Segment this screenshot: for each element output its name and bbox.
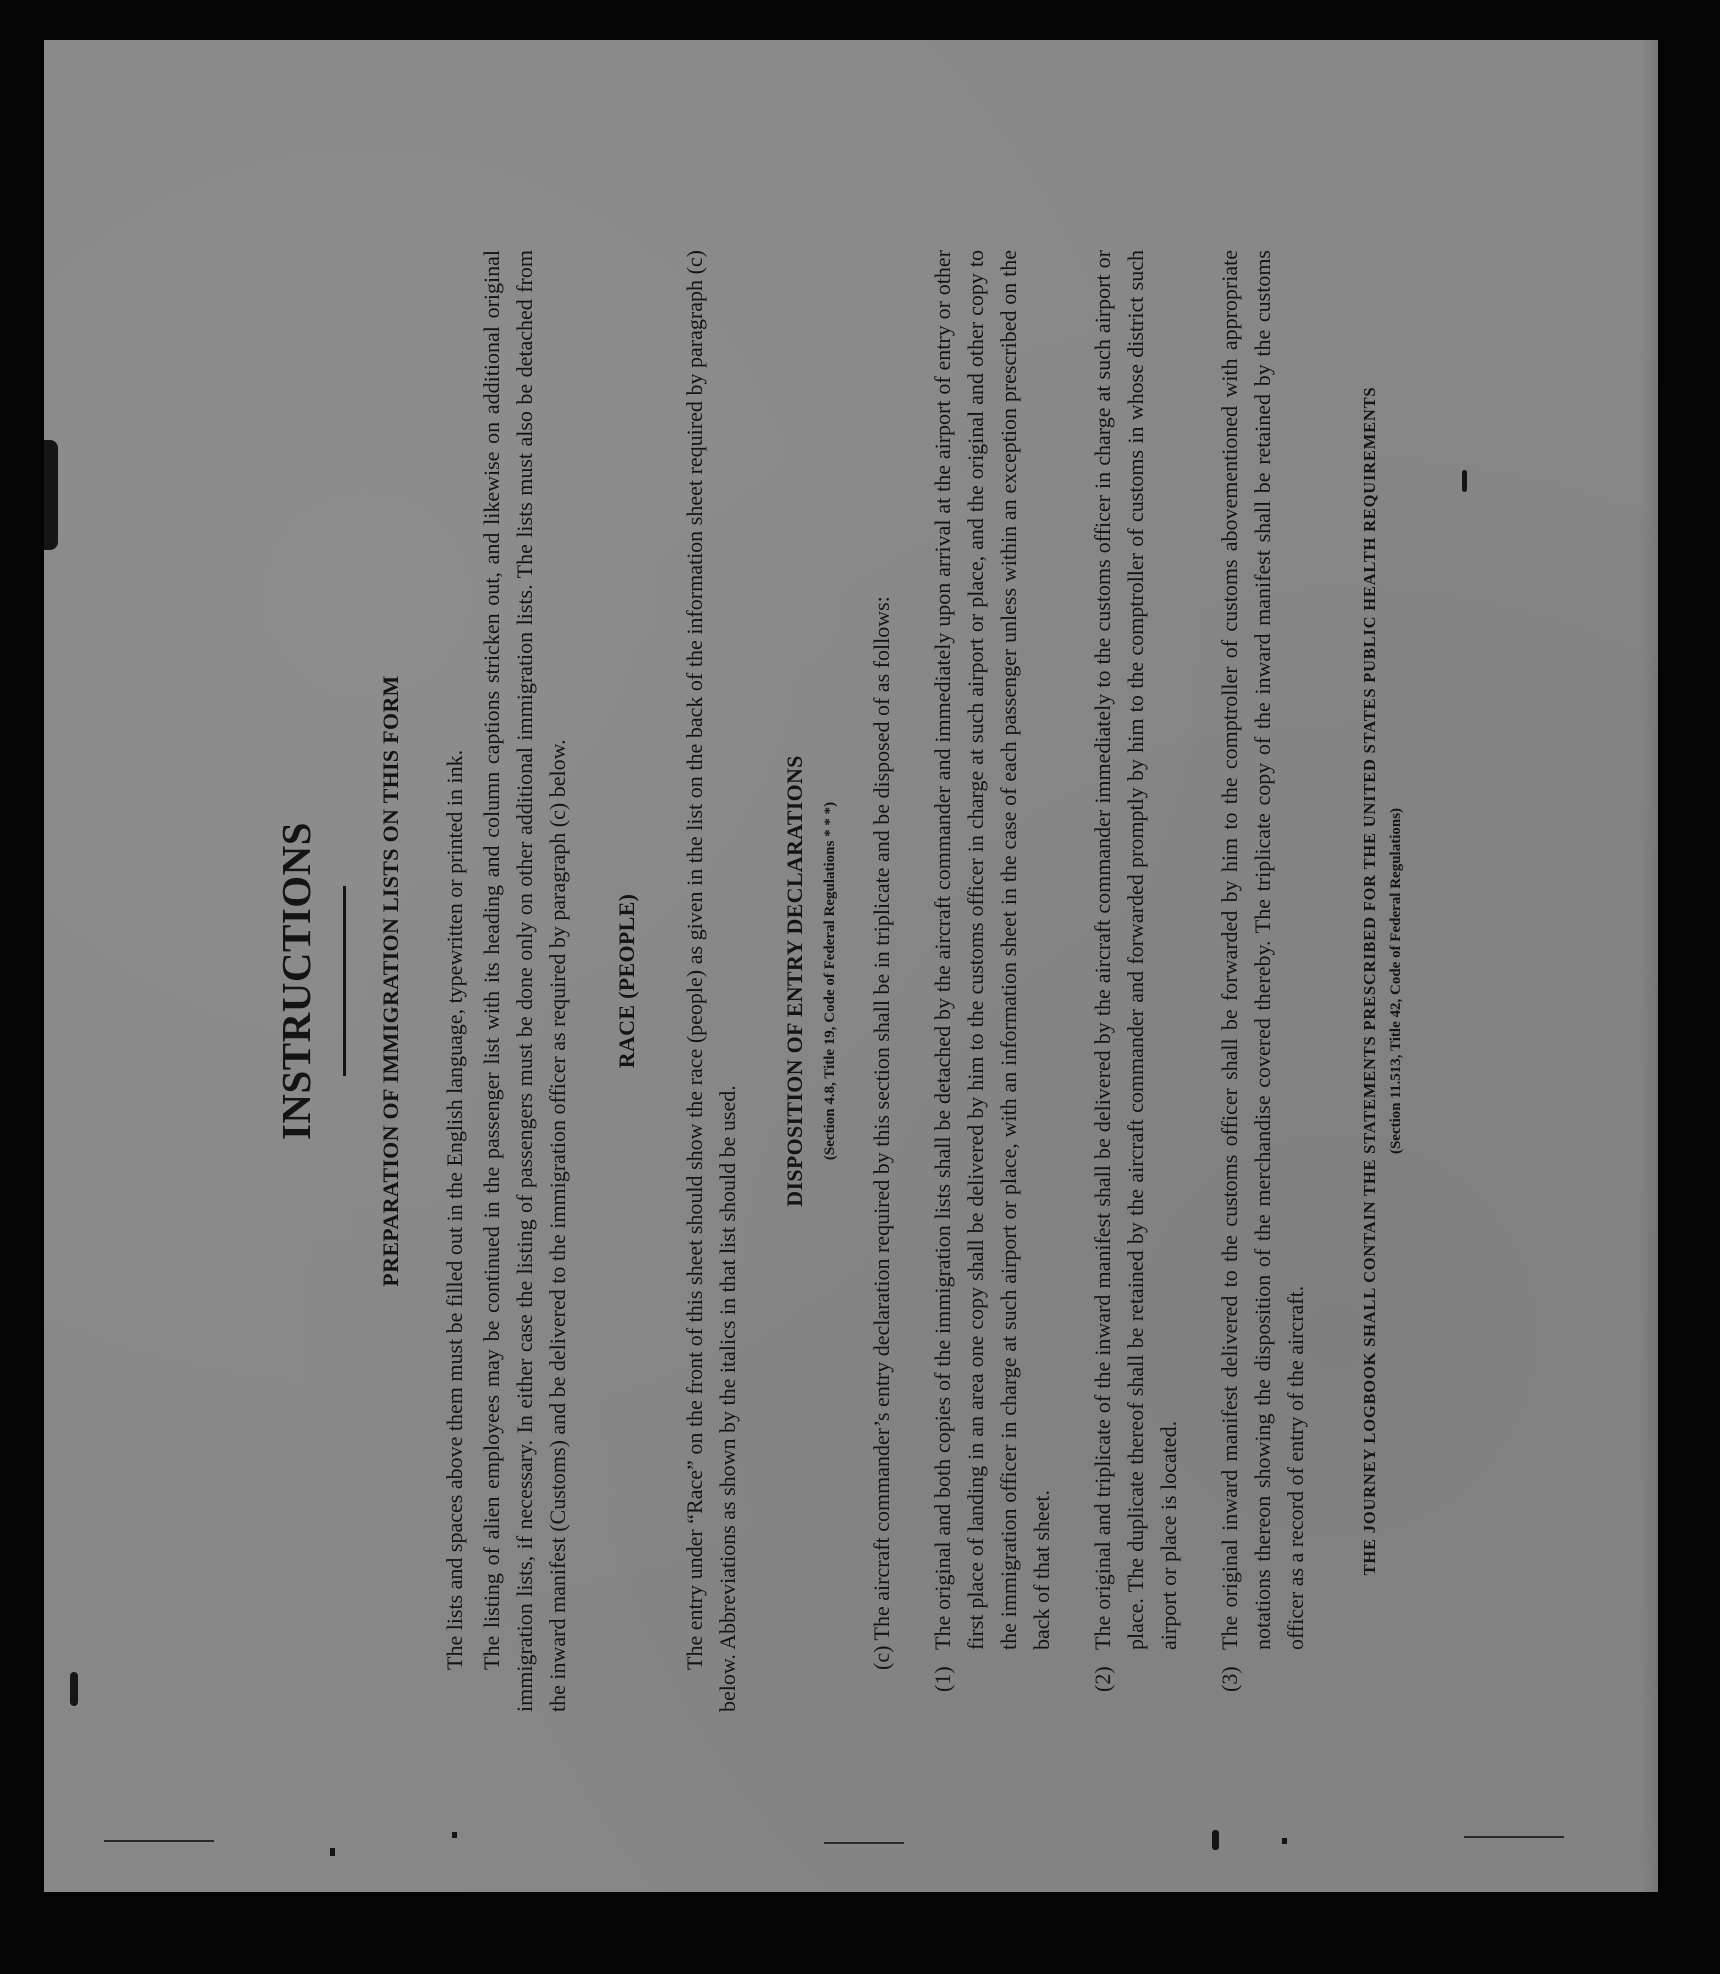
scan-blemish [44,440,58,550]
disposition-heading: DISPOSITION OF ENTRY DECLARATIONS [782,755,807,1207]
preparation-paragraph-2: The listing of alien employees may be continued in the passenger list with its heading and column captions stricken out, and likewise on additional original immigration lists, if necessary. In either case the listing of passengers must be done only on other additional immigration lists. The lists must also be detached from the inward manifest (Customs) and be delivered to the immigration officer as required by paragraph (c) below. [479,250,570,1712]
scan-blemish [1212,1830,1219,1850]
scan-blemish [452,1832,457,1838]
item-number: (2) [1090,1666,1115,1692]
scan-blemish [1462,470,1467,492]
item-text: The original inward manifest delivered to the customs officer shall be forwarded by him to the comptroller of customs abovementioned with appropriate notations thereon showing the disposition of the merchandise covered thereby. The triplicate copy of the inward manifest shall be retained by the customs officer as a record of entry of the aircraft. [1217,250,1308,1650]
disposition-item-3 [1213,250,1312,1712]
preparation-paragraph-1: The lists and spaces above them must be filled out in the English language, typewritten or printed in ink. [442,749,467,1670]
footer-statement: THE JOURNEY LOGBOOK SHALL CONTAIN THE STATEMENTS PRESCRIBED FOR THE UNITED STATES PUBLIC HEALTH REQUIREMENTS [1360,386,1379,1576]
item-number: (1) [930,1666,955,1692]
document-body [44,112,1658,1892]
footer-citation: (Section 11.513, Title 42, Code of Federal Regulations) [1388,807,1404,1155]
scan-blemish [70,1672,78,1706]
scan-line [824,1842,904,1844]
scan-blemish [330,1848,335,1856]
scan-line [104,1840,214,1842]
scan-line [1464,1836,1564,1838]
scan-blemish [1282,1838,1287,1844]
race-heading: RACE (PEOPLE) [614,893,639,1069]
document-page [44,40,1658,1892]
race-paragraph: The entry under “Race” on the front of this sheet should show the race (people) as given in the list on the back of the information sheet required by paragraph (c) below. Abbreviations as shown by the italics in that list should be used. [682,250,740,1712]
disposition-intro: (c) The aircraft commander’s entry declaration required by this section shall be in triplicate and be disposed of as follows: [869,596,894,1670]
item-text: The original and both copies of the immigration lists shall be detached by the aircraft commander and immediately upon arrival at the airport of entry or other first place of landing in an area one copy shall be delivered by him to the customs officer in charge at such airport or place, and the original and other copy to the immigration officer in charge at such airport or place, with an information sheet in the case of each passenger unless within an exception prescribed on the back of that sheet. [930,250,1054,1650]
document-title: INSTRUCTIONS [273,821,319,1141]
preparation-heading: PREPARATION OF IMMIGRATION LISTS ON THIS FORM [378,675,403,1287]
disposition-item-2 [1086,250,1185,1712]
title-underline [343,886,346,1076]
disposition-citation: (Section 4.8, Title 19, Code of Federal Regulations * * *) [822,801,838,1161]
item-number: (3) [1217,1666,1242,1692]
rotated-content [44,112,1658,1892]
disposition-item-1 [926,250,1058,1712]
item-text: The original and triplicate of the inward manifest shall be delivered by the aircraft commander immediately to the customs officer in charge at such airport or place. The duplicate thereof shall be retained by the aircraft commander and forwarded promptly by him to the comptroller of customs in whose district such airport or place is located. [1090,250,1181,1650]
